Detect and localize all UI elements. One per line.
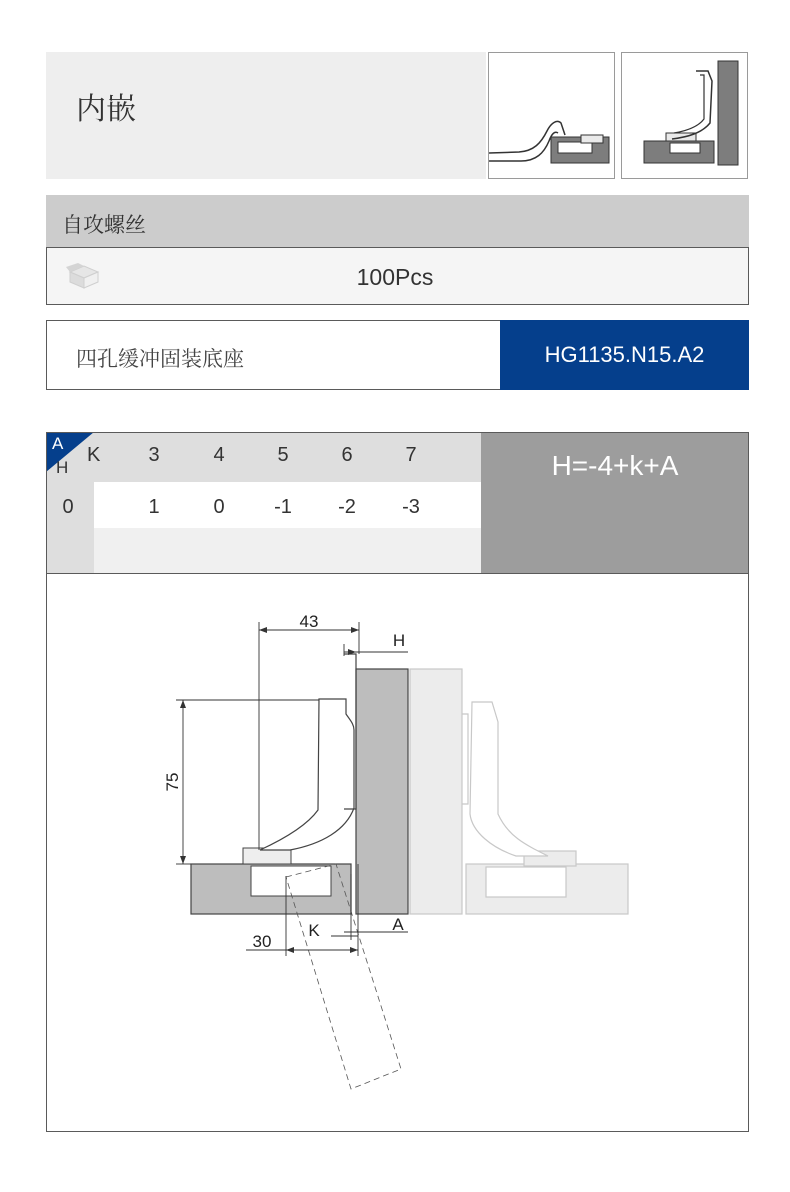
page-title: 内嵌: [76, 93, 136, 126]
k-value: 3: [148, 444, 160, 466]
hinge-technical-drawing: [46, 574, 748, 1130]
product-code: HG1135.N15.A2: [544, 342, 705, 367]
h-label: 0: [62, 496, 74, 518]
dim-label-k: K: [308, 921, 320, 940]
faded-hinge-illustration: [410, 669, 628, 914]
k-value: 6: [341, 444, 353, 466]
dim-label-75: 75: [163, 772, 182, 792]
dim-label-43: 43: [299, 612, 319, 631]
product-name: 四孔缓冲固装底座: [76, 348, 244, 371]
dim-label-h: H: [392, 631, 406, 650]
h-value: -2: [338, 496, 356, 518]
h-value: -1: [274, 496, 292, 518]
hinge-thumbnail-drawing: [622, 53, 747, 178]
inset-hinge-thumbnail-right: [621, 52, 748, 179]
screw-type-band: [46, 195, 749, 247]
h-value: 1: [148, 496, 160, 518]
formula-text: H=-4+k+A: [551, 450, 679, 481]
k-value: 7: [405, 444, 417, 466]
h-value: -3: [402, 496, 420, 518]
hinge-thumbnail-drawing: [489, 53, 614, 178]
screw-type-label: 自攻螺丝: [62, 214, 146, 237]
h-value: 0: [213, 496, 225, 518]
corner-label-k: K: [87, 444, 101, 466]
k-value: 4: [213, 444, 225, 466]
hinge-arm: [260, 654, 356, 850]
inset-hinge-thumbnail-left: [488, 52, 615, 179]
cabinet-wall: [191, 669, 408, 914]
corner-label-h: H: [56, 458, 69, 477]
dim-label-30: 30: [252, 932, 272, 951]
quantity-text: 100Pcs: [356, 264, 434, 290]
dim-label-a: A: [392, 915, 404, 934]
corner-label-a: A: [52, 434, 64, 453]
k-value: 5: [277, 444, 289, 466]
